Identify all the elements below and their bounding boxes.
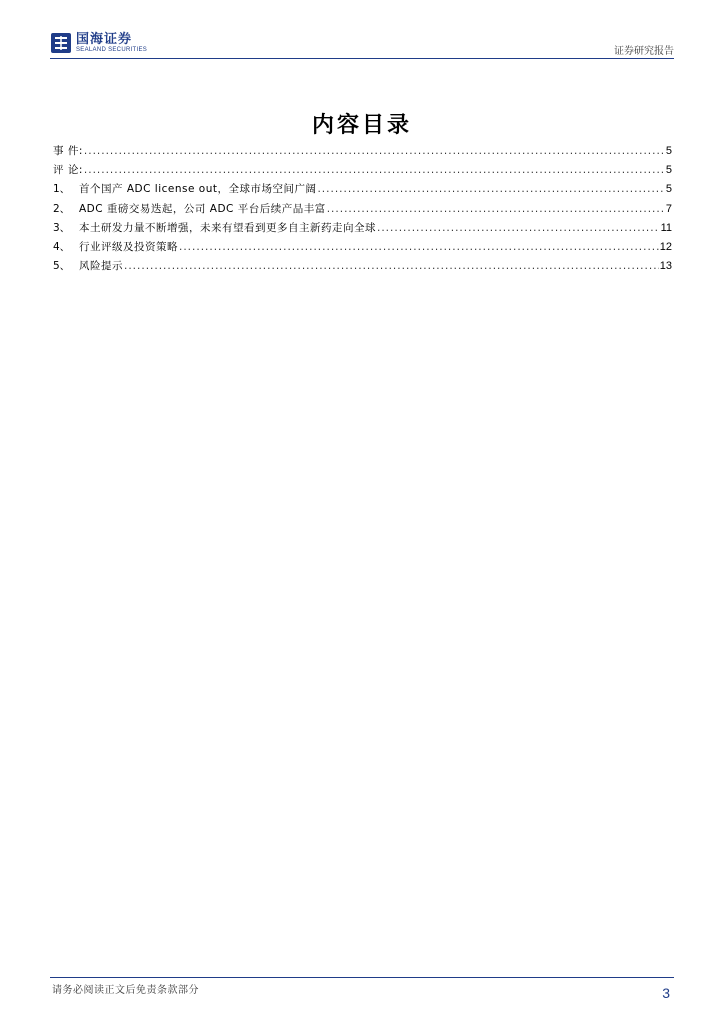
toc-entry-text: ADC 重磅交易迭起，公司 ADC 平台后续产品丰富 xyxy=(79,202,326,215)
toc-entry-text: 行业评级及投资策略 xyxy=(79,240,178,253)
toc-entry-number: 4、 xyxy=(53,240,71,253)
sealand-logo-icon xyxy=(50,32,72,54)
toc-entry-page: 5 xyxy=(665,145,672,157)
toc-entry-text: 评 论: xyxy=(53,164,83,177)
toc-entry-page: 5 xyxy=(665,183,672,196)
logo-english-name: SEALAND SECURITIES xyxy=(76,46,148,53)
toc-entry-number: 5、 xyxy=(53,260,71,273)
toc-entry-page: 12 xyxy=(659,240,672,253)
toc-leader-dots xyxy=(124,257,659,276)
toc-entry-text: 风险提示 xyxy=(79,260,123,273)
report-type-label: 证券研究报告 xyxy=(614,46,674,57)
toc-entry[interactable] xyxy=(53,257,672,276)
toc-entry[interactable] xyxy=(53,200,672,219)
toc-leader-dots xyxy=(84,161,665,180)
toc-entry[interactable] xyxy=(53,161,672,180)
toc-leader-dots xyxy=(327,200,665,219)
toc-entry[interactable] xyxy=(53,180,672,199)
page-number: 3 xyxy=(662,985,670,1001)
header-divider xyxy=(50,58,674,59)
table-of-contents xyxy=(53,142,672,276)
toc-leader-dots xyxy=(179,238,659,257)
toc-entry-page: 13 xyxy=(659,260,672,273)
toc-leader-dots xyxy=(84,142,665,161)
company-logo xyxy=(50,32,147,54)
toc-entry-number: 1、 xyxy=(53,183,71,196)
toc-entry[interactable] xyxy=(53,219,672,238)
toc-title: 内容目录 xyxy=(311,113,412,138)
toc-entry-page: 5 xyxy=(665,164,672,177)
toc-entry-text: 事 件: xyxy=(53,145,83,157)
disclaimer-note: 请务必阅读正文后免责条款部分 xyxy=(52,985,199,996)
toc-entry[interactable] xyxy=(53,238,672,257)
toc-entry-text: 首个国产 ADC license out，全球市场空间广阔 xyxy=(79,183,317,196)
logo-chinese-name: 国海证券 xyxy=(76,31,133,47)
toc-leader-dots xyxy=(317,180,664,199)
toc-leader-dots xyxy=(377,219,660,238)
toc-entry-page: 7 xyxy=(665,202,672,215)
toc-entry[interactable] xyxy=(53,142,672,161)
toc-entry-text: 本土研发力量不断增强，未来有望看到更多自主新药走向全球 xyxy=(79,221,376,234)
footer-divider xyxy=(50,977,674,978)
toc-entry-number: 3、 xyxy=(53,221,71,234)
page-header xyxy=(50,30,674,60)
toc-entry-page: 11 xyxy=(660,221,672,234)
toc-entry-number: 2、 xyxy=(53,202,71,215)
